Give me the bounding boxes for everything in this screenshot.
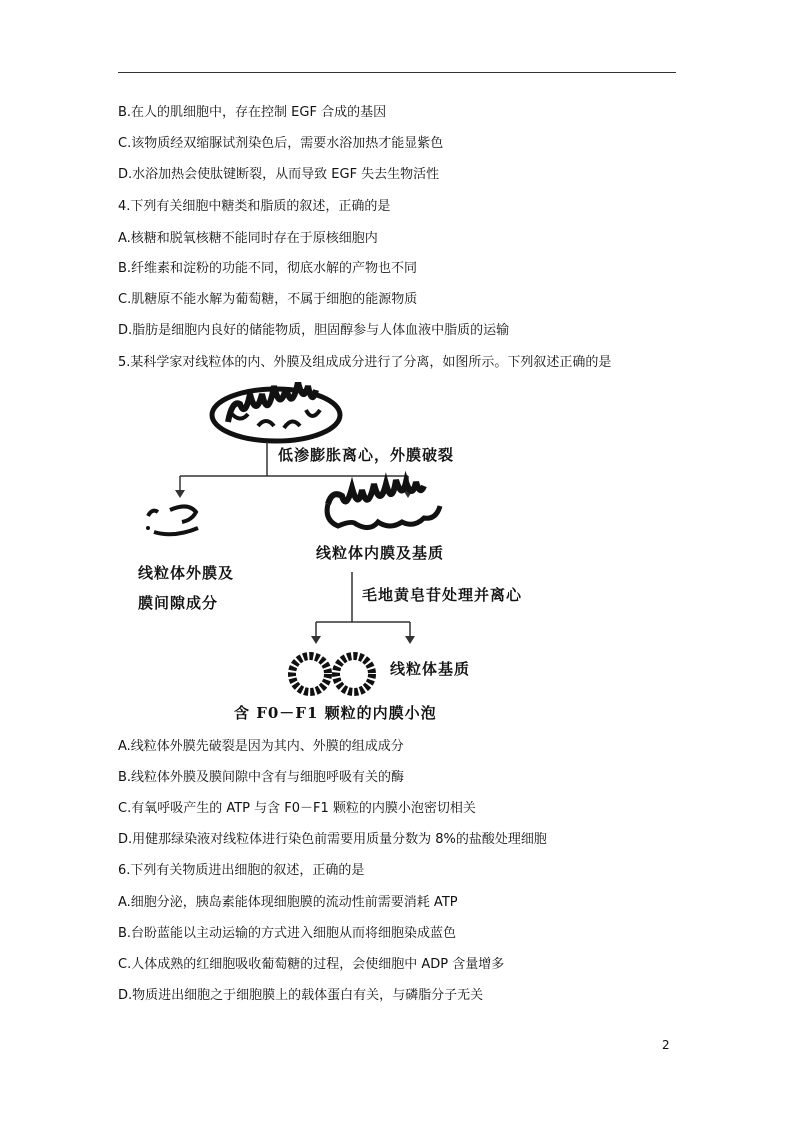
inner-label: 线粒体内膜及基质 xyxy=(316,544,445,562)
page-number: 2 xyxy=(662,1038,670,1052)
matrix-label: 线粒体基质 xyxy=(390,660,471,678)
step2-label: 毛地黄皂苷处理并离心 xyxy=(362,586,523,604)
mitochondria-separation-diagram xyxy=(118,382,538,728)
option-4d: D.脂肪是细胞内良好的储能物质，胆固醇参与人体血液中脂质的运输 xyxy=(118,323,510,338)
option-4b: B.纤维素和淀粉的功能不同，彻底水解的产物也不同 xyxy=(118,261,418,276)
option-4a: A.核糖和脱氧核糖不能同时存在于原核细胞内 xyxy=(118,231,378,246)
option-6c: C.人体成熟的红细胞吸收葡萄糖的过程，会使细胞中 ADP 含量增多 xyxy=(118,957,505,972)
option-3d: D.水浴加热会使肽键断裂，从而导致 EGF 失去生物活性 xyxy=(118,167,440,182)
inner-membrane-vesicles xyxy=(292,656,372,692)
outer-label-1: 线粒体外膜及 xyxy=(138,564,235,582)
header-rule xyxy=(118,72,676,73)
whole-mitochondrion xyxy=(212,382,340,441)
option-5a: A.线粒体外膜先破裂是因为其内、外膜的组成成分 xyxy=(118,739,404,754)
option-6b: B.台盼蓝能以主动运输的方式进入细胞从而将细胞染成蓝色 xyxy=(118,926,457,941)
option-6d: D.物质进出细胞之于细胞膜上的载体蛋白有关，与磷脂分子无关 xyxy=(118,988,484,1003)
outer-membrane-fragments xyxy=(146,506,198,534)
inner-membrane-and-matrix xyxy=(327,480,440,528)
option-6a: A.细胞分泌，胰岛素能体现细胞膜的流动性前需要消耗 ATP xyxy=(118,895,458,910)
question-4: 4.下列有关细胞中糖类和脂质的叙述，正确的是 xyxy=(118,199,391,214)
option-5c: C.有氧呼吸产生的 ATP 与含 F0－F1 颗粒的内膜小泡密切相关 xyxy=(118,801,476,816)
question-6: 6.下列有关物质进出细胞的叙述，正确的是 xyxy=(118,863,365,878)
option-3c: C.该物质经双缩脲试剂染色后，需要水浴加热才能显紫色 xyxy=(118,136,444,151)
step1-label: 低渗膨胀离心，外膜破裂 xyxy=(278,446,455,464)
vesicle-label: 含 F0－F1 颗粒的内膜小泡 xyxy=(234,704,437,722)
option-3b: B.在人的肌细胞中，存在控制 EGF 合成的基因 xyxy=(118,105,387,120)
outer-label-2: 膜间隙成分 xyxy=(138,594,219,612)
question-5: 5.某科学家对线粒体的内、外膜及组成成分进行了分离，如图所示。下列叙述正确的是 xyxy=(118,355,612,370)
option-4c: C.肌糖原不能水解为葡萄糖，不属于细胞的能源物质 xyxy=(118,292,418,307)
option-5b: B.线粒体外膜及膜间隙中含有与细胞呼吸有关的酶 xyxy=(118,770,405,785)
option-5d: D.用健那绿染液对线粒体进行染色前需要用质量分数为 8%的盐酸处理细胞 xyxy=(118,832,547,847)
